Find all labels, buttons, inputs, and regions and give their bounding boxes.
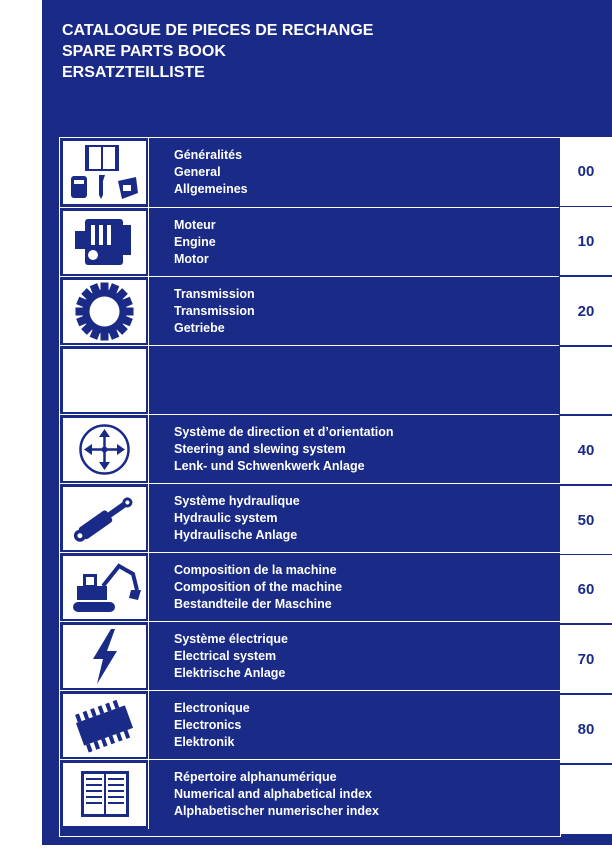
section-label-en: Hydraulic system xyxy=(174,511,278,525)
section-row-80[interactable] xyxy=(60,690,560,760)
section-row-00[interactable] xyxy=(60,138,560,207)
index-book-icon xyxy=(63,763,146,826)
section-tab-10[interactable]: 10 xyxy=(560,207,612,276)
section-label-de: Allgemeines xyxy=(174,182,248,196)
engine-icon xyxy=(63,211,146,274)
section-row-index[interactable] xyxy=(60,759,560,829)
empty-icon xyxy=(63,349,146,412)
gear-icon xyxy=(63,280,146,343)
section-tab-60[interactable]: 60 xyxy=(560,555,612,624)
section-label-de: Lenk- und Schwenkwerk Anlage xyxy=(174,459,365,473)
section-label-de: Motor xyxy=(174,252,209,266)
section-tab-80[interactable]: 80 xyxy=(560,695,612,764)
section-tab-index xyxy=(560,765,612,834)
section-label-fr: Répertoire alphanumérique xyxy=(174,770,337,784)
section-tab-empty xyxy=(560,347,612,416)
books-tools-icon xyxy=(63,141,146,204)
section-label-en: Electrical system xyxy=(174,649,277,663)
section-tab-70[interactable]: 70 xyxy=(560,625,612,694)
chip-icon xyxy=(63,694,146,757)
section-label-en: Electronics xyxy=(174,718,242,732)
section-table xyxy=(59,137,561,837)
section-label-fr: Système de direction et d’orientation xyxy=(174,425,394,439)
section-label-en: Numerical and alphabetical index xyxy=(174,787,372,801)
section-label-de: Hydraulische Anlage xyxy=(174,528,298,542)
section-label-fr: Composition de la machine xyxy=(174,563,337,577)
section-label-en: Transmission xyxy=(174,304,255,318)
section-tab-20[interactable]: 20 xyxy=(560,277,612,346)
section-label-fr: Généralités xyxy=(174,148,243,162)
excavator-icon xyxy=(63,556,146,619)
section-label-fr: Electronique xyxy=(174,701,250,715)
section-label-fr: Système hydraulique xyxy=(174,494,300,508)
steering-arrows-icon xyxy=(63,418,146,481)
section-label-fr: Moteur xyxy=(174,218,216,232)
section-label-de: Getriebe xyxy=(174,321,225,335)
section-tab-40[interactable]: 40 xyxy=(560,416,612,485)
document-title xyxy=(62,20,373,83)
hydraulic-cylinder-icon xyxy=(63,487,146,550)
section-label-de: Alphabetischer numerischer index xyxy=(174,804,379,818)
section-label-en: General xyxy=(174,165,221,179)
section-tab-50[interactable]: 50 xyxy=(560,486,612,555)
section-row-70[interactable] xyxy=(60,621,560,691)
section-label-de: Bestandteile der Maschine xyxy=(174,597,332,611)
section-row-60[interactable] xyxy=(60,552,560,622)
section-row-20[interactable] xyxy=(60,276,560,346)
section-tab-00[interactable]: 00 xyxy=(560,137,612,206)
section-row-empty[interactable] xyxy=(60,345,560,415)
title-de: ERSATZTEILLISTE xyxy=(62,64,205,81)
section-label-fr: Système électrique xyxy=(174,632,288,646)
section-label-en: Composition of the machine xyxy=(174,580,343,594)
section-row-40[interactable] xyxy=(60,414,560,484)
section-label-en: Steering and slewing system xyxy=(174,442,346,456)
section-label-de: Elektronik xyxy=(174,735,235,749)
title-en: SPARE PARTS BOOK xyxy=(62,43,226,60)
section-label-fr: Transmission xyxy=(174,287,255,301)
section-row-10[interactable] xyxy=(60,207,560,277)
title-fr: CATALOGUE DE PIECES DE RECHANGE xyxy=(62,22,374,39)
section-row-50[interactable] xyxy=(60,483,560,553)
lightning-icon xyxy=(63,625,146,688)
section-label-en: Engine xyxy=(174,235,216,249)
section-label-de: Elektrische Anlage xyxy=(174,666,286,680)
